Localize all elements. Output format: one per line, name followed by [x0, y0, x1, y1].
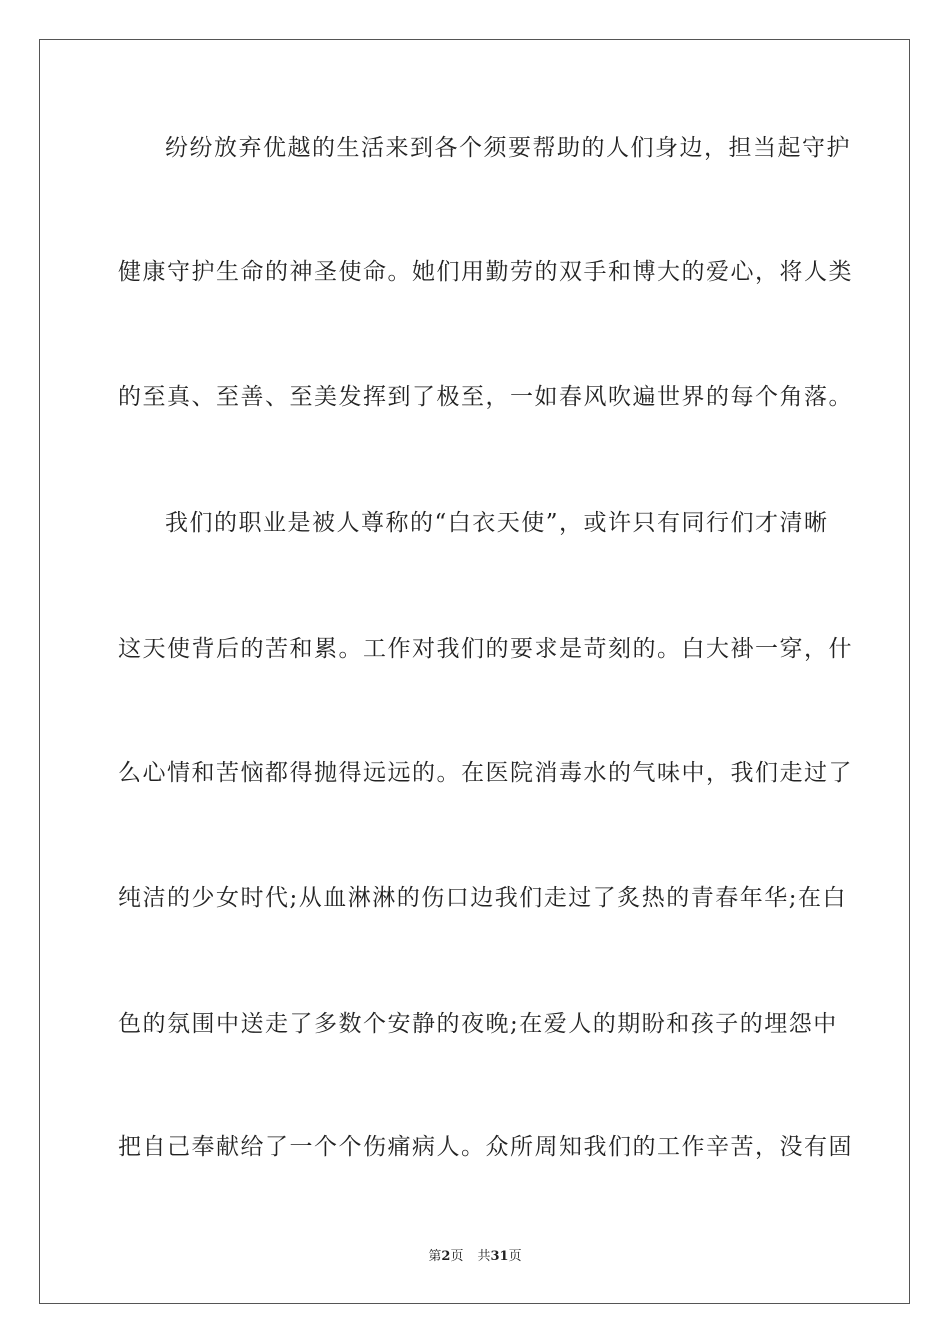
- total-suffix: 页: [508, 1249, 522, 1264]
- page-prefix: 第: [428, 1249, 442, 1264]
- paragraph-line: 这天使背后的苦和累。工作对我们的要求是苛刻的。白大褂一穿，什: [118, 636, 853, 662]
- paragraph-line: 健康守护生命的神圣使命。她们用勤劳的双手和博大的爱心，将人类: [118, 259, 853, 285]
- paragraph-line: 么心情和苦恼都得抛得远远的。在医院消毒水的气味中，我们走过了: [118, 760, 853, 786]
- page-footer: [0, 1248, 950, 1266]
- paragraph-line: 色的氛围中送走了多数个安静的夜晚;在爱人的期盼和孩子的埋怨中: [118, 1011, 838, 1037]
- paragraph-line: 纷纷放弃优越的生活来到各个须要帮助的人们身边，担当起守护: [165, 135, 851, 161]
- page-number: 2: [441, 1249, 451, 1264]
- paragraph-line: 把自己奉献给了一个个伤痛病人。众所周知我们的工作辛苦，没有固: [118, 1134, 853, 1160]
- page-suffix: 页: [450, 1249, 464, 1264]
- paragraph-line: 纯洁的少女时代;从血淋淋的伤口边我们走过了炙热的青春年华;在白: [118, 885, 847, 911]
- page-border: [39, 39, 910, 1304]
- paragraph-line: 我们的职业是被人尊称的“白衣天使”，或许只有同行们才清晰: [165, 510, 829, 536]
- total-pages: 31: [490, 1249, 509, 1264]
- paragraph-line: 的至真、至善、至美发挥到了极至，一如春风吹遍世界的每个角落。: [118, 384, 853, 410]
- total-prefix: 共: [477, 1249, 491, 1264]
